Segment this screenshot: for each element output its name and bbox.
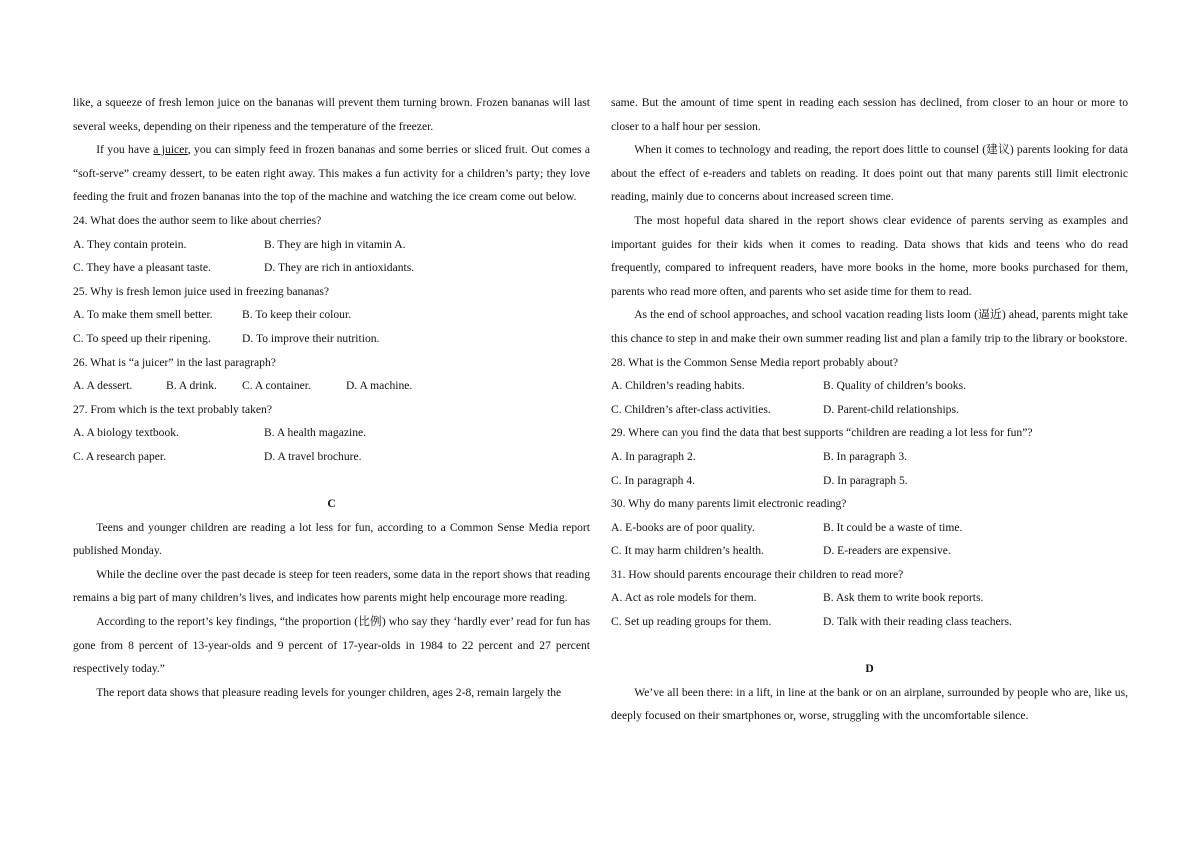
q30-option-a: A. E-books are of poor quality. (611, 520, 755, 534)
question-31: 31. How should parents encourage their children to read more? (611, 567, 904, 581)
q28-option-b: B. Quality of children’s books. (823, 379, 966, 393)
left-column (73, 91, 590, 704)
q30-option-c: C. It may harm children’s health. (611, 544, 764, 558)
question-30-options-row-1 (611, 516, 1128, 540)
paragraph-juicer (73, 138, 590, 209)
question-24-options-row-1 (73, 233, 590, 257)
passage-c-paragraph-3: According to the report’s key findings, “the proportion (比例) who say they ‘hardly ever’ read for fun has gone from 8 percent of 13-year-olds and 9 percent of 17-year-olds in 1984 to 22 percent and 27 percent respectively today.” (73, 615, 590, 676)
question-29: 29. Where can you find the data that best supports “children are reading a lot less for fun”? (611, 426, 1033, 440)
q25-option-c: C. To speed up their ripening. (73, 331, 211, 345)
q29-option-d: D. In paragraph 5. (823, 473, 908, 487)
question-27: 27. From which is the text probably taken? (73, 402, 272, 416)
question-28: 28. What is the Common Sense Media report probably about? (611, 355, 898, 369)
paragraph-juicer-start: If you have (96, 143, 154, 157)
question-25-options-row-1 (73, 303, 590, 327)
q26-option-d: D. A machine. (346, 379, 413, 393)
q28-option-a: A. Children’s reading habits. (611, 379, 745, 393)
passage-c-paragraph-5: When it comes to technology and reading, the report does little to counsel (建议) parents looking for data about the effect of e-readers and tablets on reading. It does point out that many parents still limit electronic reading, mainly due to concerns about increased screen time. (611, 143, 1128, 204)
q31-option-c: C. Set up reading groups for them. (611, 615, 772, 629)
question-30-options-row-2 (611, 539, 1128, 563)
question-26-options (73, 374, 590, 398)
q27-option-b: B. A health magazine. (264, 426, 367, 440)
q26-option-a: A. A dessert. (73, 379, 133, 393)
q29-option-a: A. In paragraph 2. (611, 449, 696, 463)
question-26: 26. What is “a juicer” in the last paragraph? (73, 355, 276, 369)
q26-option-b: B. A drink. (166, 379, 217, 393)
q25-option-d: D. To improve their nutrition. (242, 331, 380, 345)
q25-option-a: A. To make them smell better. (73, 308, 213, 322)
q25-option-b: B. To keep their colour. (242, 308, 352, 322)
q31-option-b: B. Ask them to write book reports. (823, 591, 984, 605)
question-31-options-row-2 (611, 610, 1128, 634)
question-28-options-row-1 (611, 374, 1128, 398)
question-31-options-row-1 (611, 586, 1128, 610)
passage-c-paragraph-7: As the end of school approaches, and school vacation reading lists loom (逼近) ahead, parents might take this chance to step in and make their own summer reading list and plan a family trip to the library or bookstore. (611, 308, 1128, 345)
passage-d-paragraph-1: We’ve all been there: in a lift, in line at the bank or on an airplane, surrounded by people who are, like us, deeply focused on their smartphones or, worse, struggling with the uncomfortable silence. (611, 685, 1128, 723)
question-24-options-row-2 (73, 256, 590, 280)
spacer (611, 634, 1128, 658)
q27-option-d: D. A travel brochure. (264, 449, 362, 463)
passage-c-paragraph-4-continued: same. But the amount of time spent in reading each session has declined, from closer to an hour or more to closer to a half hour per session. (611, 96, 1128, 133)
q24-option-d: D. They are rich in antioxidants. (264, 261, 415, 275)
q30-option-b: B. It could be a waste of time. (823, 520, 963, 534)
question-28-options-row-2 (611, 398, 1128, 422)
question-30: 30. Why do many parents limit electronic reading? (611, 497, 847, 511)
paragraph-lemon: like, a squeeze of fresh lemon juice on the bananas will prevent them turning brown. Frozen bananas will last several weeks, depending on their ripeness and the temperature of the freezer. (73, 96, 590, 133)
passage-c-paragraph-6: The most hopeful data shared in the report shows clear evidence of parents serving as examples and important guides for their kids when it comes to reading. Data shows that kids and teens who do read frequently, compared to infrequent readers, have more books in the home, more books purchased for them, parents who read more often, and parents who set aside time for them to read. (611, 213, 1128, 298)
question-24: 24. What does the author seem to like about cherries? (73, 213, 322, 227)
paragraph-juicer-end: , you can simply feed in frozen bananas and some berries or sliced fruit. Out comes a “soft-serve” creamy dessert, to be eaten right away. This makes a fun activity for a children’s party; they love feeding the fruit and frozen bananas into the top of the machine and watching the ice cream come out below. (73, 143, 590, 204)
question-25: 25. Why is fresh lemon juice used in freezing bananas? (73, 284, 330, 298)
question-27-options-row-2 (73, 445, 590, 469)
section-c-heading: C (327, 497, 336, 511)
q27-option-a: A. A biology textbook. (73, 426, 179, 440)
q31-option-a: A. Act as role models for them. (611, 591, 757, 605)
section-d-heading: D (865, 662, 874, 676)
q28-option-c: C. Children’s after-class activities. (611, 402, 771, 416)
q24-option-b: B. They are high in vitamin A. (264, 237, 406, 251)
passage-c-paragraph-1: Teens and younger children are reading a lot less for fun, according to a Common Sense Media report published Monday. (73, 520, 590, 558)
q30-option-d: D. E-readers are expensive. (823, 544, 951, 558)
passage-c-paragraph-2: While the decline over the past decade is steep for teen readers, some data in the report shows that reading remains a big part of many children’s lives, and indicates how parents might help encourage more reading. (73, 567, 590, 605)
q29-option-b: B. In paragraph 3. (823, 449, 908, 463)
underlined-juicer: a juicer (153, 143, 188, 157)
q28-option-d: D. Parent-child relationships. (823, 402, 959, 416)
spacer (73, 469, 590, 493)
question-25-options-row-2 (73, 327, 590, 351)
passage-c-paragraph-4: The report data shows that pleasure reading levels for younger children, ages 2-8, remain largely the (96, 685, 562, 699)
q27-option-c: C. A research paper. (73, 449, 167, 463)
q29-option-c: C. In paragraph 4. (611, 473, 696, 487)
q26-option-c: C. A container. (242, 379, 311, 393)
right-column (611, 91, 1128, 728)
question-29-options-row-1 (611, 445, 1128, 469)
q24-option-c: C. They have a pleasant taste. (73, 261, 211, 275)
q31-option-d: D. Talk with their reading class teachers. (823, 615, 1012, 629)
q24-option-a: A. They contain protein. (73, 237, 187, 251)
question-27-options-row-1 (73, 421, 590, 445)
question-29-options-row-2 (611, 469, 1128, 493)
